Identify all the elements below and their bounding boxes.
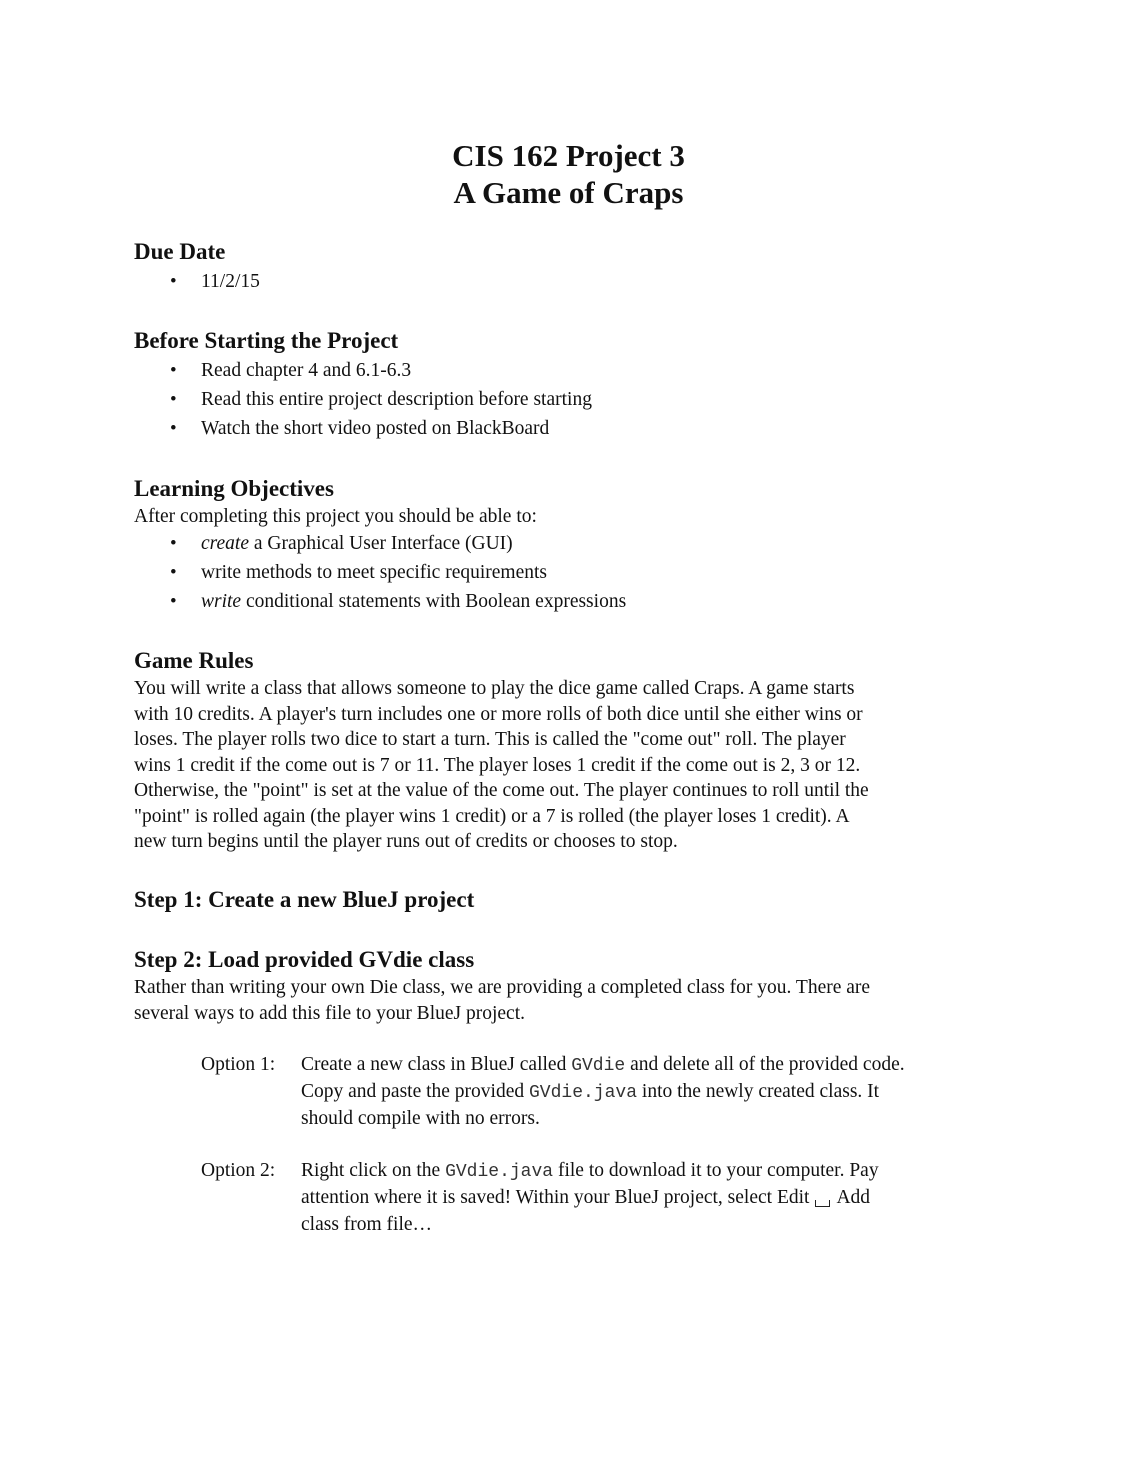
step-2-line: Rather than writing your own Die class, we are providing a completed class for you. There are [134, 977, 871, 998]
heading-step-2: Step 2: Load provided GVdie class [134, 947, 475, 972]
bullet-icon: • [170, 533, 177, 554]
option-1-line: Create a new class in BlueJ called GVdie and delete all of the provided code. [301, 1054, 905, 1076]
option-1-label: Option 1: [201, 1054, 276, 1075]
heading-game-rules: Game Rules [134, 648, 254, 673]
option-2-label: Option 2: [201, 1160, 276, 1181]
option-1-line: Copy and paste the provided GVdie.java into the newly created class. It [301, 1081, 880, 1103]
learning-objectives-intro: After completing this project you should be able to: [134, 506, 537, 527]
heading-due-date: Due Date [134, 239, 226, 264]
game-rules-line: You will write a class that allows someone to play the dice game called Craps. A game starts [134, 678, 855, 699]
heading-step-1: Step 1: Create a new BlueJ project [134, 887, 475, 912]
step-2-line: several ways to add this file to your BlueJ project. [134, 1002, 525, 1024]
bullet-icon: • [170, 389, 177, 410]
code-gvdie-java: GVdie.java [445, 1162, 554, 1182]
option-2-line: attention where it is saved! Within your BlueJ project, select Edit Add [301, 1187, 871, 1208]
game-rules-line: "point" is rolled again (the player wins 1 credit) or a 7 is rolled (the player loses 1 credit). A [134, 805, 850, 827]
due-date-item: • 11/2/15 [170, 271, 260, 292]
heading-learning-objectives: Learning Objectives [134, 476, 334, 501]
option-2-line: Right click on the GVdie.java file to download it to your computer. Pay [301, 1160, 879, 1182]
game-rules-line: with 10 credits. A player's turn includes one or more rolls of both dice until she either wins or [134, 703, 863, 725]
code-gvdie: GVdie [571, 1056, 626, 1076]
objective-item: • write conditional statements with Boolean expressions [170, 591, 627, 612]
document-title-line-2: A Game of Craps [453, 175, 684, 210]
bullet-icon: • [170, 591, 177, 612]
before-starting-item: • Read this entire project description before starting [170, 389, 592, 410]
menu-arrow-icon [815, 1200, 830, 1207]
objective-item: • create a Graphical User Interface (GUI) [170, 533, 513, 554]
before-starting-item: • Read chapter 4 and 6.1-6.3 [170, 360, 412, 381]
game-rules-line: wins 1 credit if the come out is 7 or 11. The player loses 1 credit if the come out is 2, 3 or 12. [134, 754, 861, 776]
bullet-icon: • [170, 562, 177, 583]
bullet-icon: • [170, 271, 177, 292]
code-gvdie-java: GVdie.java [529, 1083, 638, 1103]
objective-item: • write methods to meet specific requirements [170, 562, 548, 583]
bullet-icon: • [170, 360, 177, 381]
game-rules-line: loses. The player rolls two dice to start a turn. This is called the "come out" roll. The player [134, 729, 846, 750]
document-title-line-1: CIS 162 Project 3 [452, 138, 685, 173]
game-rules-line: Otherwise, the "point" is set at the value of the come out. The player continues to roll until the [134, 780, 869, 801]
game-rules-line: new turn begins until the player runs out of credits or chooses to stop. [134, 831, 678, 852]
before-starting-item: • Watch the short video posted on BlackBoard [170, 418, 550, 439]
bullet-icon: • [170, 418, 177, 439]
heading-before-starting: Before Starting the Project [134, 328, 399, 353]
option-1-line: should compile with no errors. [301, 1108, 540, 1129]
option-2-line: class from file… [301, 1214, 433, 1235]
